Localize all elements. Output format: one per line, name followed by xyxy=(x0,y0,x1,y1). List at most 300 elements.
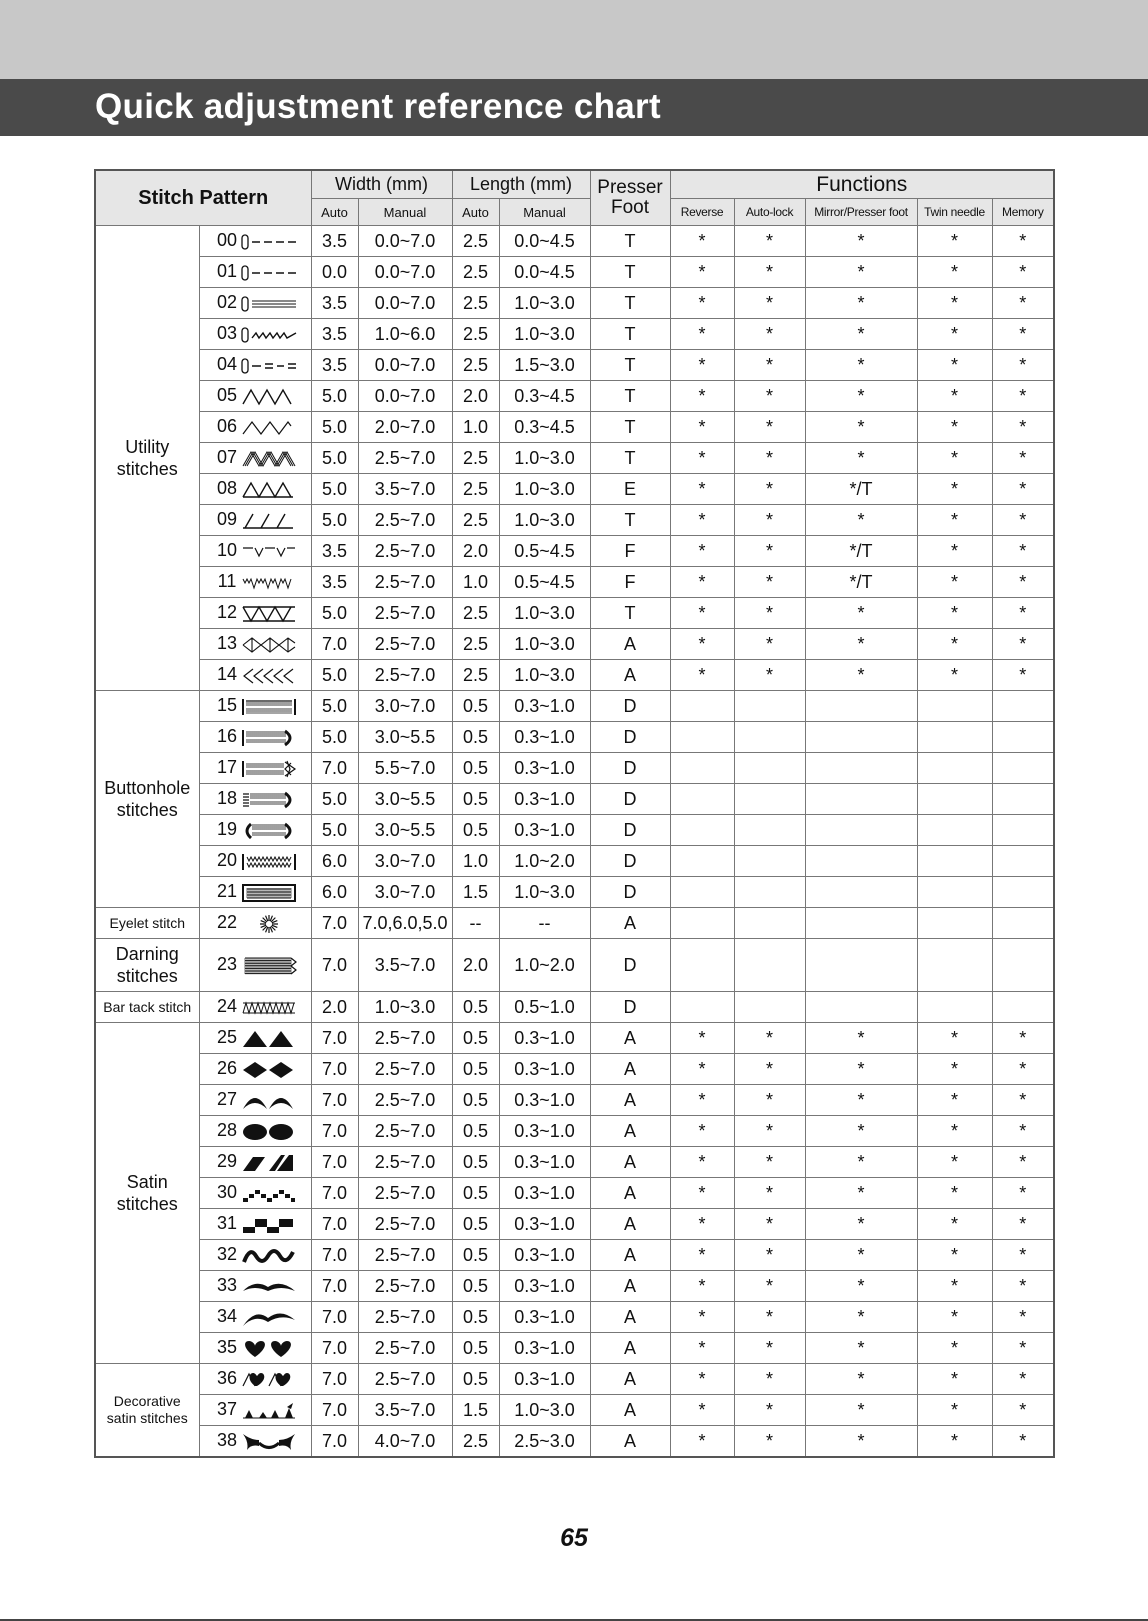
auto-lock-cell xyxy=(734,753,805,784)
header-presser-foot xyxy=(590,170,670,226)
buttonhole-taper-icon xyxy=(241,790,297,810)
width-auto-cell: 6.0 xyxy=(311,877,358,908)
twin-needle-cell xyxy=(917,784,992,815)
memory-cell: * xyxy=(992,629,1054,660)
width-auto-cell: 5.0 xyxy=(311,691,358,722)
mirror-presser-foot-cell xyxy=(805,815,917,846)
auto-lock-cell: * xyxy=(734,1333,805,1364)
mirror-presser-foot-cell xyxy=(805,753,917,784)
stitch-pattern-cell xyxy=(199,1178,311,1209)
width-manual-cell: 2.5~7.0 xyxy=(358,598,452,629)
stitch-pattern-cell xyxy=(199,1023,311,1054)
width-auto-cell: 3.5 xyxy=(311,319,358,350)
header-length-auto: Auto xyxy=(452,199,499,226)
stitch-pattern-cell xyxy=(199,257,311,288)
length-auto-cell: 0.5 xyxy=(452,1302,499,1333)
stitch-number: 10 xyxy=(216,540,238,561)
width-manual-cell: 2.5~7.0 xyxy=(358,567,452,598)
presser-foot-cell: A xyxy=(590,1302,670,1333)
memory-cell: * xyxy=(992,474,1054,505)
category-label: stitches xyxy=(116,800,178,820)
length-manual-cell: 0.3~1.0 xyxy=(499,1333,590,1364)
width-auto-cell: 5.0 xyxy=(311,412,358,443)
width-auto-cell: 7.0 xyxy=(311,753,358,784)
memory-cell: * xyxy=(992,567,1054,598)
triangle-satin-icon xyxy=(241,1029,297,1049)
memory-cell: * xyxy=(992,1333,1054,1364)
table-row xyxy=(95,443,1054,474)
memory-cell: * xyxy=(992,1209,1054,1240)
stitch-number: 29 xyxy=(216,1151,238,1172)
width-auto-cell: 7.0 xyxy=(311,1023,358,1054)
stitch-pattern-cell xyxy=(199,1240,311,1271)
width-auto-cell: 7.0 xyxy=(311,1302,358,1333)
length-auto-cell: 2.0 xyxy=(452,939,499,992)
presser-foot-cell: T xyxy=(590,381,670,412)
twin-needle-cell: * xyxy=(917,1209,992,1240)
twin-needle-cell: * xyxy=(917,1054,992,1085)
auto-lock-cell: * xyxy=(734,288,805,319)
presser-foot-cell: D xyxy=(590,877,670,908)
stitch-pattern-cell xyxy=(199,660,311,691)
memory-cell xyxy=(992,722,1054,753)
length-manual-cell: 0.3~1.0 xyxy=(499,1178,590,1209)
step-satin-icon xyxy=(241,1184,297,1204)
stitch-number: 07 xyxy=(216,447,238,468)
mirror-presser-foot-cell xyxy=(805,722,917,753)
stitch-pattern-cell xyxy=(199,1364,311,1395)
length-auto-cell: 2.5 xyxy=(452,1426,499,1458)
width-auto-cell: 2.0 xyxy=(311,992,358,1023)
reverse-cell: * xyxy=(670,443,734,474)
reverse-cell: * xyxy=(670,629,734,660)
presser-foot-cell: T xyxy=(590,257,670,288)
twin-needle-cell: * xyxy=(917,412,992,443)
presser-foot-cell: A xyxy=(590,1364,670,1395)
auto-lock-cell xyxy=(734,846,805,877)
width-manual-cell: 0.0~7.0 xyxy=(358,288,452,319)
length-manual-cell: 0.5~4.5 xyxy=(499,567,590,598)
straight-left-icon xyxy=(241,263,297,283)
reverse-cell xyxy=(670,908,734,939)
mirror-presser-foot-cell xyxy=(805,846,917,877)
auto-lock-cell: * xyxy=(734,319,805,350)
memory-cell: * xyxy=(992,319,1054,350)
width-auto-cell: 5.0 xyxy=(311,598,358,629)
presser-foot-cell: T xyxy=(590,288,670,319)
memory-cell: * xyxy=(992,1395,1054,1426)
mirror-presser-foot-cell: * xyxy=(805,1426,917,1458)
width-manual-cell: 1.0~3.0 xyxy=(358,992,452,1023)
table-row xyxy=(95,257,1054,288)
auto-lock-cell: * xyxy=(734,1085,805,1116)
reverse-cell: * xyxy=(670,1116,734,1147)
presser-foot-cell: D xyxy=(590,691,670,722)
stitch-pattern-cell xyxy=(199,1333,311,1364)
length-manual-cell: 0.5~4.5 xyxy=(499,536,590,567)
length-manual-cell: 0.5~1.0 xyxy=(499,992,590,1023)
width-manual-cell: 2.5~7.0 xyxy=(358,1271,452,1302)
length-auto-cell: 0.5 xyxy=(452,992,499,1023)
length-manual-cell: 1.0~3.0 xyxy=(499,877,590,908)
stitch-pattern-cell xyxy=(199,443,311,474)
auto-lock-cell: * xyxy=(734,1209,805,1240)
stitch-number: 21 xyxy=(216,881,238,902)
auto-lock-cell: * xyxy=(734,536,805,567)
stitch-number: 34 xyxy=(216,1306,238,1327)
stitch-number: 06 xyxy=(216,416,238,437)
table-row xyxy=(95,1302,1054,1333)
length-manual-cell: 1.0~3.0 xyxy=(499,319,590,350)
memory-cell: * xyxy=(992,1085,1054,1116)
memory-cell xyxy=(992,815,1054,846)
reverse-cell xyxy=(670,877,734,908)
presser-foot-cell: A xyxy=(590,908,670,939)
length-manual-cell: 0.3~1.0 xyxy=(499,1271,590,1302)
chart-body xyxy=(95,226,1054,1458)
length-manual-cell: 0.3~4.5 xyxy=(499,381,590,412)
width-manual-cell: 3.0~5.5 xyxy=(358,784,452,815)
auto-lock-cell: * xyxy=(734,1116,805,1147)
width-manual-cell: 2.5~7.0 xyxy=(358,629,452,660)
twin-needle-cell: * xyxy=(917,1116,992,1147)
table-row xyxy=(95,722,1054,753)
length-manual-cell: 1.0~3.0 xyxy=(499,443,590,474)
stitch-pattern-cell xyxy=(199,691,311,722)
category-label: stitches xyxy=(116,1194,178,1214)
twin-needle-cell xyxy=(917,939,992,992)
reverse-cell: * xyxy=(670,660,734,691)
stem-stitch-icon xyxy=(241,325,297,345)
title-bar xyxy=(0,79,1148,136)
presser-foot-cell: A xyxy=(590,1271,670,1302)
header-functions: Functions xyxy=(670,170,1054,199)
category-eyelet xyxy=(95,908,199,939)
length-auto-cell: 0.5 xyxy=(452,1054,499,1085)
table-row xyxy=(95,753,1054,784)
header-width-manual: Manual xyxy=(358,199,452,226)
block-satin-icon xyxy=(241,1215,297,1235)
header-reverse: Reverse xyxy=(670,199,734,226)
width-manual-cell: 2.5~7.0 xyxy=(358,1116,452,1147)
presser-foot-cell: F xyxy=(590,536,670,567)
stitch-number: 12 xyxy=(216,602,238,623)
reverse-cell: * xyxy=(670,226,734,257)
length-auto-cell: 0.5 xyxy=(452,1023,499,1054)
auto-lock-cell xyxy=(734,908,805,939)
auto-lock-cell: * xyxy=(734,1147,805,1178)
twin-needle-cell: * xyxy=(917,226,992,257)
presser-foot-cell: A xyxy=(590,660,670,691)
header-presser: Presser xyxy=(597,177,663,198)
heart-chain-icon xyxy=(241,1370,297,1390)
length-manual-cell: 1.0~3.0 xyxy=(499,629,590,660)
width-auto-cell: 3.5 xyxy=(311,536,358,567)
reference-chart xyxy=(94,169,1055,1458)
auto-lock-cell xyxy=(734,691,805,722)
length-auto-cell: 2.5 xyxy=(452,505,499,536)
twin-needle-cell xyxy=(917,877,992,908)
presser-foot-cell: A xyxy=(590,1116,670,1147)
length-manual-cell: 0.3~1.0 xyxy=(499,1240,590,1271)
mirror-presser-foot-cell: * xyxy=(805,1054,917,1085)
mirror-presser-foot-cell xyxy=(805,877,917,908)
length-manual-cell: 0.3~1.0 xyxy=(499,784,590,815)
stitch-pattern-cell xyxy=(199,505,311,536)
mirror-presser-foot-cell: */T xyxy=(805,567,917,598)
length-manual-cell: 1.5~3.0 xyxy=(499,350,590,381)
mirror-presser-foot-cell: * xyxy=(805,443,917,474)
mirror-presser-foot-cell: */T xyxy=(805,474,917,505)
buttonhole-stretch-icon xyxy=(241,852,297,872)
table-row xyxy=(95,877,1054,908)
length-auto-cell: 1.5 xyxy=(452,1395,499,1426)
stitch-pattern-cell xyxy=(199,753,311,784)
mirror-presser-foot-cell xyxy=(805,992,917,1023)
width-auto-cell: 7.0 xyxy=(311,1333,358,1364)
reverse-cell: * xyxy=(670,412,734,443)
reverse-cell: * xyxy=(670,1302,734,1333)
twin-needle-cell xyxy=(917,846,992,877)
presser-foot-cell: A xyxy=(590,1333,670,1364)
stitch-number: 22 xyxy=(216,912,238,933)
mirror-presser-foot-cell xyxy=(805,784,917,815)
stitch-number: 03 xyxy=(216,323,238,344)
memory-cell: * xyxy=(992,1147,1054,1178)
reverse-cell: * xyxy=(670,536,734,567)
length-auto-cell: 0.5 xyxy=(452,1209,499,1240)
length-manual-cell: 0.0~4.5 xyxy=(499,257,590,288)
length-manual-cell: 1.0~3.0 xyxy=(499,660,590,691)
triple-straight-icon xyxy=(241,294,297,314)
twin-needle-cell xyxy=(917,722,992,753)
stitch-pattern-cell xyxy=(199,536,311,567)
cross-stitch-icon xyxy=(241,635,297,655)
reverse-cell: * xyxy=(670,288,734,319)
width-manual-cell: 2.5~7.0 xyxy=(358,1240,452,1271)
twin-needle-cell: * xyxy=(917,1240,992,1271)
length-manual-cell: 1.0~3.0 xyxy=(499,288,590,319)
memory-cell: * xyxy=(992,1302,1054,1333)
length-auto-cell: 2.0 xyxy=(452,536,499,567)
width-auto-cell: 7.0 xyxy=(311,1054,358,1085)
twin-needle-cell: * xyxy=(917,1302,992,1333)
reverse-cell: * xyxy=(670,1209,734,1240)
memory-cell: * xyxy=(992,660,1054,691)
auto-lock-cell: * xyxy=(734,1302,805,1333)
table-row xyxy=(95,691,1054,722)
mirror-presser-foot-cell: * xyxy=(805,1271,917,1302)
auto-lock-cell: * xyxy=(734,1271,805,1302)
width-auto-cell: 5.0 xyxy=(311,660,358,691)
stitch-number: 25 xyxy=(216,1027,238,1048)
tree-chain-icon xyxy=(241,1401,297,1421)
width-manual-cell: 2.5~7.0 xyxy=(358,1178,452,1209)
category-label: satin stitches xyxy=(106,1410,188,1426)
width-auto-cell: 5.0 xyxy=(311,505,358,536)
twin-needle-cell: * xyxy=(917,1395,992,1426)
page-title: Quick adjustment reference chart xyxy=(95,87,661,126)
table-row xyxy=(95,1426,1054,1458)
auto-lock-cell: * xyxy=(734,412,805,443)
stitch-number: 05 xyxy=(216,385,238,406)
length-manual-cell: 0.3~1.0 xyxy=(499,1054,590,1085)
auto-lock-cell: * xyxy=(734,257,805,288)
twin-needle-cell: * xyxy=(917,1333,992,1364)
stitch-pattern-cell xyxy=(199,288,311,319)
mirror-presser-foot-cell: * xyxy=(805,1395,917,1426)
width-auto-cell: 5.0 xyxy=(311,474,358,505)
stitch-pattern-cell xyxy=(199,598,311,629)
buttonhole-keyhole-icon xyxy=(241,759,297,779)
diamond-satin-icon xyxy=(241,1060,297,1080)
presser-foot-cell: D xyxy=(590,753,670,784)
category-darning xyxy=(95,939,199,992)
auto-lock-cell: * xyxy=(734,629,805,660)
reverse-cell: * xyxy=(670,350,734,381)
header-memory: Memory xyxy=(992,199,1054,226)
mirror-presser-foot-cell: * xyxy=(805,1209,917,1240)
length-manual-cell: 0.3~1.0 xyxy=(499,1209,590,1240)
blind-hem-icon xyxy=(241,542,297,562)
length-auto-cell: 2.5 xyxy=(452,443,499,474)
width-auto-cell: 3.5 xyxy=(311,288,358,319)
length-manual-cell: 0.3~1.0 xyxy=(499,1085,590,1116)
length-auto-cell: 2.5 xyxy=(452,598,499,629)
parallelogram-satin-icon xyxy=(241,1153,297,1173)
twin-needle-cell: * xyxy=(917,536,992,567)
width-auto-cell: 7.0 xyxy=(311,1395,358,1426)
header-twin-needle: Twin needle xyxy=(917,199,992,226)
auto-lock-cell xyxy=(734,877,805,908)
width-manual-cell: 2.5~7.0 xyxy=(358,1054,452,1085)
presser-foot-cell: T xyxy=(590,412,670,443)
reverse-cell xyxy=(670,939,734,992)
category-utility xyxy=(95,226,199,691)
auto-lock-cell: * xyxy=(734,598,805,629)
length-auto-cell: 0.5 xyxy=(452,1085,499,1116)
twin-needle-cell: * xyxy=(917,629,992,660)
length-auto-cell: 1.0 xyxy=(452,846,499,877)
stitch-number: 27 xyxy=(216,1089,238,1110)
presser-foot-cell: E xyxy=(590,474,670,505)
length-manual-cell: 0.3~1.0 xyxy=(499,753,590,784)
header-length-manual: Manual xyxy=(499,199,590,226)
width-manual-cell: 3.0~5.5 xyxy=(358,722,452,753)
twin-needle-cell: * xyxy=(917,257,992,288)
presser-foot-cell: T xyxy=(590,598,670,629)
memory-cell xyxy=(992,846,1054,877)
width-auto-cell: 3.5 xyxy=(311,350,358,381)
presser-foot-cell: T xyxy=(590,226,670,257)
twin-needle-cell: * xyxy=(917,474,992,505)
length-auto-cell: 0.5 xyxy=(452,1364,499,1395)
mirror-presser-foot-cell: * xyxy=(805,1116,917,1147)
width-manual-cell: 2.5~7.0 xyxy=(358,505,452,536)
length-manual-cell: 0.3~1.0 xyxy=(499,1116,590,1147)
mirror-presser-foot-cell: * xyxy=(805,257,917,288)
reverse-cell: * xyxy=(670,319,734,350)
twin-needle-cell xyxy=(917,908,992,939)
presser-foot-cell: A xyxy=(590,1240,670,1271)
twin-needle-cell: * xyxy=(917,598,992,629)
width-manual-cell: 2.5~7.0 xyxy=(358,1302,452,1333)
auto-lock-cell: * xyxy=(734,381,805,412)
twin-needle-cell xyxy=(917,815,992,846)
reverse-cell: * xyxy=(670,1271,734,1302)
memory-cell: * xyxy=(992,350,1054,381)
twin-needle-cell: * xyxy=(917,567,992,598)
table-row xyxy=(95,1116,1054,1147)
twin-needle-cell: * xyxy=(917,1023,992,1054)
width-manual-cell: 2.5~7.0 xyxy=(358,1147,452,1178)
width-manual-cell: 0.0~7.0 xyxy=(358,381,452,412)
mirror-presser-foot-cell: * xyxy=(805,381,917,412)
reverse-cell xyxy=(670,815,734,846)
width-auto-cell: 7.0 xyxy=(311,1178,358,1209)
reverse-cell: * xyxy=(670,1023,734,1054)
width-auto-cell: 7.0 xyxy=(311,1209,358,1240)
auto-lock-cell: * xyxy=(734,1364,805,1395)
table-row xyxy=(95,288,1054,319)
stitch-number: 02 xyxy=(216,292,238,313)
mirror-presser-foot-cell: * xyxy=(805,350,917,381)
header-foot: Foot xyxy=(611,197,650,218)
header-mirror: Mirror/Presser foot xyxy=(805,199,917,226)
category-satin xyxy=(95,1023,199,1364)
stitch-number: 33 xyxy=(216,1275,238,1296)
table-row xyxy=(95,992,1054,1023)
stitch-pattern-cell xyxy=(199,1271,311,1302)
length-manual-cell: 1.0~2.0 xyxy=(499,939,590,992)
presser-foot-cell: A xyxy=(590,629,670,660)
memory-cell: * xyxy=(992,226,1054,257)
memory-cell: * xyxy=(992,1023,1054,1054)
length-auto-cell: 2.5 xyxy=(452,474,499,505)
category-buttonhole xyxy=(95,691,199,908)
length-manual-cell: -- xyxy=(499,908,590,939)
memory-cell: * xyxy=(992,536,1054,567)
auto-lock-cell: * xyxy=(734,1426,805,1458)
stitch-pattern-cell xyxy=(199,877,311,908)
width-manual-cell: 5.5~7.0 xyxy=(358,753,452,784)
overedge-icon xyxy=(241,480,297,500)
stitch-pattern-cell xyxy=(199,474,311,505)
length-manual-cell: 1.0~3.0 xyxy=(499,505,590,536)
multi-zigzag-icon xyxy=(241,418,297,438)
length-auto-cell: 0.5 xyxy=(452,815,499,846)
mirror-presser-foot-cell: * xyxy=(805,1085,917,1116)
bar-tack-icon xyxy=(241,998,297,1018)
stitch-pattern-cell xyxy=(199,412,311,443)
memory-cell: * xyxy=(992,1054,1054,1085)
category-decorative xyxy=(95,1364,199,1458)
twin-needle-cell: * xyxy=(917,505,992,536)
memory-cell: * xyxy=(992,1240,1054,1271)
zigzag-icon xyxy=(241,387,297,407)
width-manual-cell: 3.0~7.0 xyxy=(358,691,452,722)
twin-needle-cell: * xyxy=(917,288,992,319)
twin-needle-cell: * xyxy=(917,1426,992,1458)
category-label: Buttonhole xyxy=(104,778,191,798)
slant-overlock-icon xyxy=(241,511,297,531)
length-auto-cell: 0.5 xyxy=(452,1271,499,1302)
auto-lock-cell: * xyxy=(734,1240,805,1271)
reverse-cell: * xyxy=(670,381,734,412)
auto-lock-cell: * xyxy=(734,1395,805,1426)
auto-lock-cell: * xyxy=(734,1178,805,1209)
table-row xyxy=(95,784,1054,815)
